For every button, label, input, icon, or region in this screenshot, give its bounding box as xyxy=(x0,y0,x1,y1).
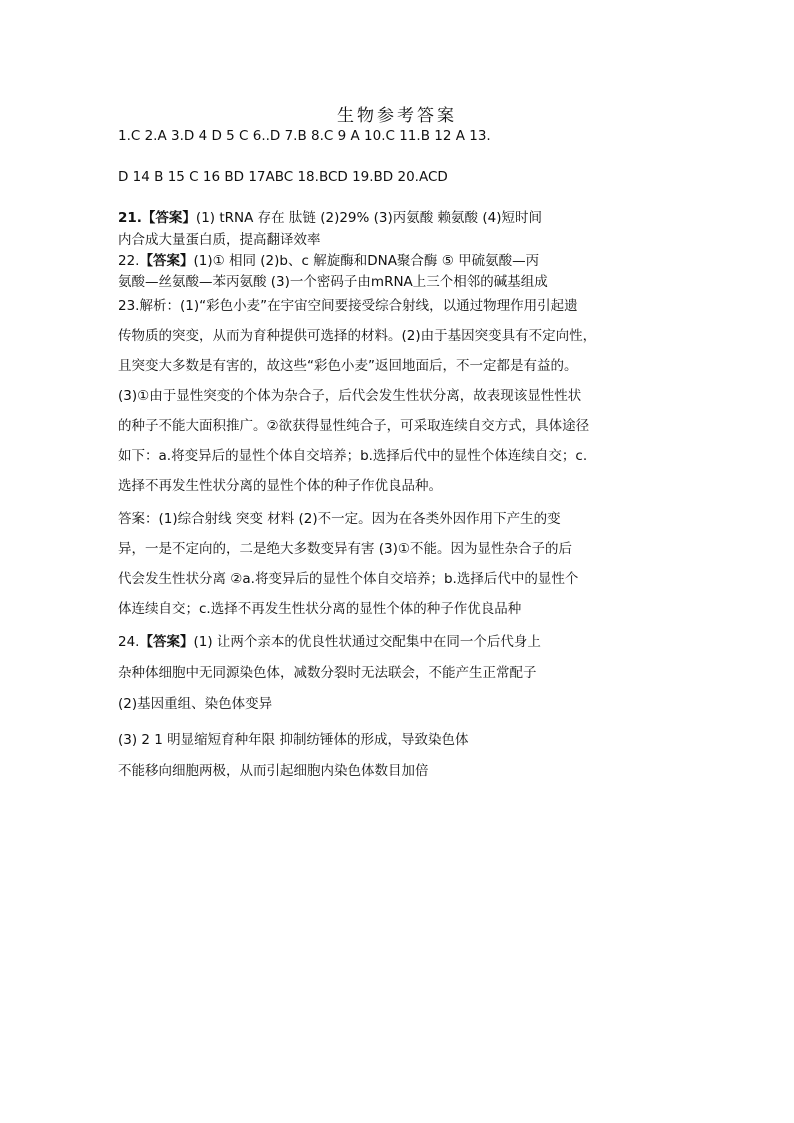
q22-line-2: 氨酸—丝氨酸—苯丙氨酸 (3)一个密码子由mRNA上三个相邻的碱基组成 xyxy=(118,274,548,290)
q24-answer-tag: 【答案】 xyxy=(139,634,194,650)
q24-line: (3) 2 1 明显缩短育种年限 抑制纺锤体的形成，导致染色体 xyxy=(118,732,469,748)
q24-line-1 xyxy=(118,630,541,650)
mc-answers-line-2: D 14 B 15 C 16 BD 17ABC 18.BCD 19.BD 20.ACD xyxy=(118,169,448,185)
q24-line: (2)基因重组、染色体变异 xyxy=(118,696,273,712)
page-title: 生物参考答案 xyxy=(337,106,457,126)
q23-answer-line: 异，一是不定向的，二是绝大多数变异有害 (3)①不能。因为显性杂合子的后 xyxy=(118,541,573,557)
q23-answer-line: 体连续自交；c.选择不再发生性状分离的显性个体的种子作优良品种 xyxy=(118,601,522,617)
q23-answer-line: 代会发生性状分离 ②a.将变异后的显性个体自交培养；b.选择后代中的显性个 xyxy=(118,571,579,587)
q21-line-2: 内合成大量蛋白质，提高翻译效率 xyxy=(118,232,321,248)
q23-line: 且突变大多数是有害的，故这些“彩色小麦”返回地面后，不一定都是有益的。 xyxy=(118,358,578,374)
mc-answers-line-1: 1.C 2.A 3.D 4 D 5 C 6..D 7.B 8.C 9 A 10.C 11.B 12 A 13. xyxy=(118,128,491,144)
q23-line: (3)①由于显性突变的个体为杂合子，后代会发生性状分离，故表现该显性性状 xyxy=(118,388,582,404)
q22-text: (1)① 相同 (2)b、c 解旋酶和DNA聚合酶 ⑤ 甲硫氨酸—丙 xyxy=(193,253,540,269)
q24-line: 不能移向细胞两极，从而引起细胞内染色体数目加倍 xyxy=(118,763,429,779)
q22-line-1 xyxy=(118,253,539,270)
q21-number: 21. xyxy=(118,210,142,226)
q22-number: 22. xyxy=(118,253,140,269)
q23-answer-line: 答案：(1)综合射线 突变 材料 (2)不一定。因为在各类外因作用下产生的变 xyxy=(118,511,561,527)
q23-line: 的种子不能大面积推广。②欲获得显性纯合子，可采取连续自交方式，具体途径 xyxy=(118,418,590,434)
q23-line: 23.解析：(1)“彩色小麦”在宇宙空间要接受综合射线，以通过物理作用引起遗 xyxy=(118,298,578,314)
q21-text: (1) tRNA 存在 肽链 (2)29% (3)丙氨酸 赖氨酸 (4)短时间 xyxy=(195,210,542,226)
q24-number: 24. xyxy=(118,634,140,650)
q21-line-1 xyxy=(118,210,542,227)
q24-line: 杂种体细胞中无同源染色体，减数分裂时无法联会，不能产生正常配子 xyxy=(118,665,537,681)
q22-answer-tag: 【答案】 xyxy=(139,253,194,269)
q24-text: (1) 让两个亲本的优良性状通过交配集中在同一个后代身上 xyxy=(193,634,541,650)
q21-answer-tag: 【答案】 xyxy=(141,210,196,226)
q23-line: 传物质的突变，从而为育种提供可选择的材料。(2)由于基因突变具有不定向性， xyxy=(118,328,597,344)
q23-line: 选择不再发生性状分离的显性个体的种子作优良品种。 xyxy=(118,478,442,494)
q23-line: 如下：a.将变异后的显性个体自交培养；b.选择后代中的显性个体连续自交；c. xyxy=(118,448,588,464)
